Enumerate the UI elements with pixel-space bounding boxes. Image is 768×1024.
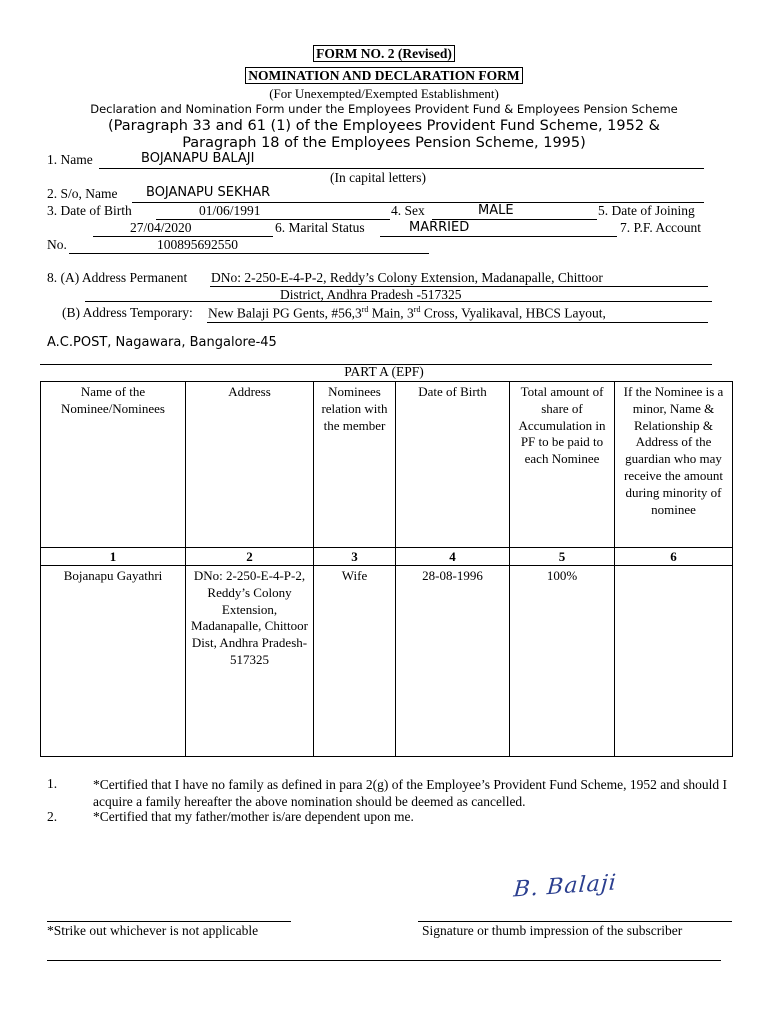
temp-address-line1: New Balaji PG Gents, #56,3rd Main, 3rd Cross, Vyalikaval, HBCS Layout,	[208, 305, 606, 321]
pf-value: 100895692550	[157, 237, 238, 252]
form-subtitle: (For Unexempted/Exempted Establishment)	[269, 86, 499, 101]
part-a-title: PART A (EPF)	[344, 364, 424, 379]
marital-label: 6. Marital Status	[275, 220, 365, 235]
form-title: NOMINATION AND DECLARATION FORM	[0, 67, 768, 84]
marital-value: MARRIED	[409, 220, 470, 235]
name-label: 1. Name	[47, 152, 93, 167]
table-header-row	[41, 382, 733, 548]
col-header-name: Name of the Nominee/Nominees	[41, 382, 186, 548]
name-value: BOJANAPU BALAJI	[141, 151, 255, 166]
nominee-table	[40, 381, 733, 757]
col-header-dob: Date of Birth	[396, 382, 510, 548]
paragraph-reference-2: Paragraph 18 of the Employees Pension Scheme, 1995)	[182, 135, 586, 151]
cert-2-number: 2.	[47, 809, 58, 824]
perm-address-line1: DNo: 2-250-E-4-P-2, Reddy’s Colony Extension, Madanapalle, Chittoor	[211, 270, 603, 285]
nominee-guardian	[615, 566, 733, 757]
dob-value: 01/06/1991	[199, 203, 261, 218]
pf-label: 7. P.F. Account	[620, 220, 702, 235]
col-number: 3	[314, 548, 396, 566]
paragraph-reference-1: (Paragraph 33 and 61 (1) of the Employees Provident Fund Scheme, 1952 &	[108, 118, 660, 134]
dob-label: 3. Date of Birth	[47, 203, 132, 218]
cert-1-number: 1.	[47, 776, 58, 791]
col-number: 6	[615, 548, 733, 566]
signature-label: Signature or thumb impression of the subscriber	[422, 923, 683, 938]
nominee-dob: 28-08-1996	[396, 566, 510, 757]
sex-label: 4. Sex	[391, 203, 425, 218]
declaration-heading: Declaration and Nomination Form under the Employees Provident Fund & Employees Pension Scheme	[90, 102, 678, 116]
cert-1-text: *Certified that I have no family as defined in para 2(g) of the Employee’s Provident Fund Scheme, 1952 and should I acquire a family hereafter the above nomination should be deemed as cancelled.	[93, 777, 727, 809]
temp-address-line2: A.C.POST, Nagawara, Bangalore-45	[47, 335, 277, 350]
nominee-relation: Wife	[314, 566, 396, 757]
nominee-share: 100%	[510, 566, 615, 757]
col-header-share: Total amount of share of Accumulation in PF to be paid to each Nominee	[510, 382, 615, 548]
col-number: 4	[396, 548, 510, 566]
son-of-value: BOJANAPU SEKHAR	[146, 185, 271, 200]
strike-out-note: *Strike out whichever is not applicable	[47, 923, 259, 938]
capital-letters-note: (In capital letters)	[330, 170, 426, 185]
doj-label: 5. Date of Joining	[598, 203, 695, 218]
col-header-guardian: If the Nominee is a minor, Name & Relationship & Address of the guardian who may receive the amount during minority of nominee	[615, 382, 733, 548]
cert-2-text: *Certified that my father/mother is/are dependent upon me.	[93, 809, 414, 824]
col-header-address: Address	[186, 382, 314, 548]
son-of-label: 2. S/o, Name	[47, 186, 118, 201]
perm-address-label: 8. (A) Address Permanent	[47, 270, 188, 285]
signature-image: B. Balaji	[512, 870, 618, 903]
doj-value: 27/04/2020	[130, 220, 192, 235]
temp-address-label: (B) Address Temporary:	[62, 305, 193, 320]
col-header-relation: Nominees relation with the member	[314, 382, 396, 548]
nominee-address: DNo: 2-250-E-4-P-2, Reddy’s Colony Extension, Madanapalle, Chittoor Dist, Andhra Pradesh-517325	[186, 566, 314, 757]
nominee-name: Bojanapu Gayathri	[41, 566, 186, 757]
col-number: 1	[41, 548, 186, 566]
perm-address-line2: District, Andhra Pradesh -517325	[280, 287, 462, 302]
table-row	[41, 566, 733, 757]
table-number-row	[41, 548, 733, 566]
form-number: FORM NO. 2 (Revised)	[0, 45, 768, 62]
col-number: 2	[186, 548, 314, 566]
col-number: 5	[510, 548, 615, 566]
sex-value: MALE	[478, 203, 514, 218]
pf-label-no: No.	[47, 237, 67, 252]
